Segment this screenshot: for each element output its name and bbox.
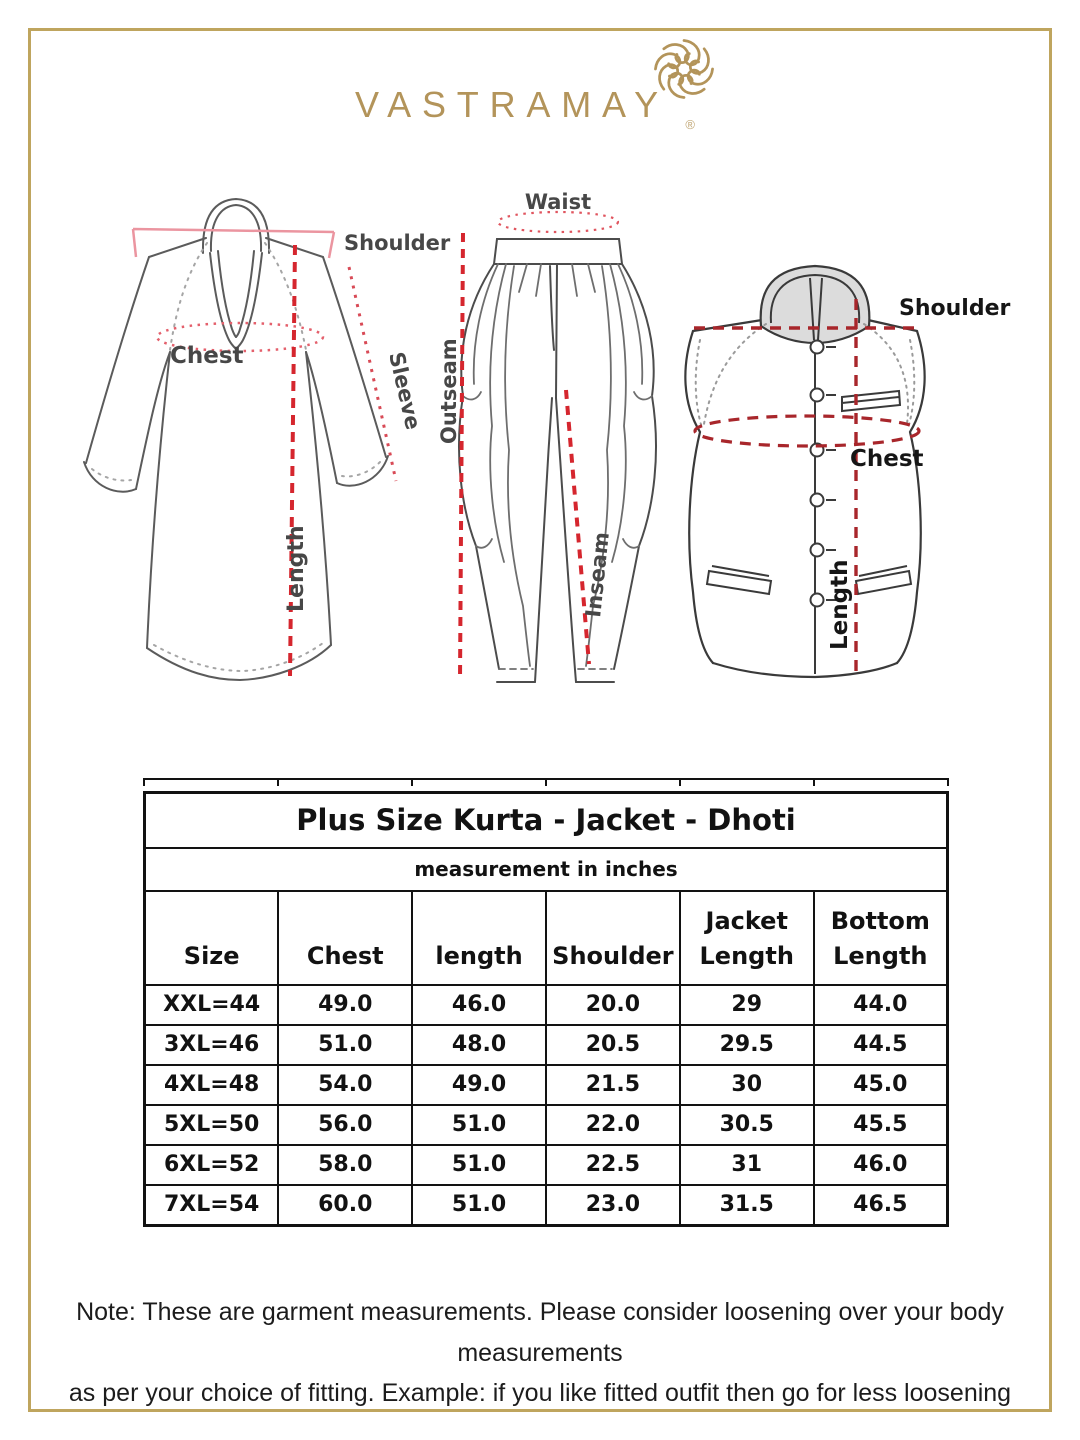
measurement-cell: 56.0 xyxy=(278,1105,412,1145)
table-top-strip xyxy=(143,778,949,786)
measurement-cell: 30.5 xyxy=(680,1105,814,1145)
measurement-cell: 46.5 xyxy=(814,1185,948,1226)
jacket-chest-label: Chest xyxy=(850,446,924,472)
jacket-diagram xyxy=(685,266,1010,677)
measurement-cell: 30 xyxy=(680,1065,814,1105)
measurement-cell: 22.0 xyxy=(546,1105,680,1145)
dhoti-outseam-line xyxy=(460,233,463,680)
measurement-cell: 49.0 xyxy=(412,1065,546,1105)
measurement-cell: 21.5 xyxy=(546,1065,680,1105)
table-subtitle-row xyxy=(145,848,948,891)
table-row xyxy=(145,1105,948,1145)
kurta-shoulder-label: Shoulder xyxy=(344,231,451,255)
measurement-cell: 20.0 xyxy=(546,985,680,1025)
kurta-chest-label: Chest xyxy=(170,343,244,369)
kurta-shoulder-line xyxy=(133,229,334,258)
kurta-seam-dots xyxy=(92,243,380,671)
measurement-cell: 58.0 xyxy=(278,1145,412,1185)
measurement-cell: 46.0 xyxy=(814,1145,948,1185)
dhoti-inseam-line xyxy=(566,390,589,664)
jacket-length-label: Length xyxy=(827,559,853,650)
brand-logo-lockup xyxy=(355,84,695,132)
column-header: Size xyxy=(145,891,279,985)
measurement-cell: 22.5 xyxy=(546,1145,680,1185)
kurta-sleeve-label: Sleeve xyxy=(384,349,426,432)
size-table-section xyxy=(143,778,949,1227)
size-cell: 3XL=46 xyxy=(145,1025,279,1065)
table-row xyxy=(145,1185,948,1226)
dhoti-inseam-label: Inseam xyxy=(581,530,614,619)
jacket-shoulder-label: Shoulder xyxy=(899,296,1011,321)
measurement-cell: 45.0 xyxy=(814,1065,948,1105)
garment-diagrams-svg xyxy=(0,170,1080,750)
note-line-1: Note: These are garment measurements. Please consider loosening over your body measurements xyxy=(76,1298,1004,1367)
measurement-cell: 48.0 xyxy=(412,1025,546,1065)
size-cell: 6XL=52 xyxy=(145,1145,279,1185)
mandala-icon xyxy=(647,32,721,106)
brand-name: VASTRAMAY xyxy=(355,84,669,125)
jacket-collar xyxy=(761,266,870,343)
measurement-cell: 23.0 xyxy=(546,1185,680,1226)
table-row xyxy=(145,1145,948,1185)
measurement-cell: 49.0 xyxy=(278,985,412,1025)
table-header-row xyxy=(145,891,948,985)
measurement-cell: 20.5 xyxy=(546,1025,680,1065)
measurement-cell: 31.5 xyxy=(680,1185,814,1226)
column-header: Bottom Length xyxy=(814,891,948,985)
measurement-cell: 51.0 xyxy=(412,1105,546,1145)
measurement-cell: 44.0 xyxy=(814,985,948,1025)
jacket-front-detail xyxy=(707,340,911,674)
size-cell: 7XL=54 xyxy=(145,1185,279,1226)
dhoti-diagram xyxy=(437,190,656,682)
measurement-cell: 51.0 xyxy=(412,1145,546,1185)
registered-trademark: ® xyxy=(685,117,695,132)
table-row xyxy=(145,985,948,1025)
measurement-cell: 60.0 xyxy=(278,1185,412,1226)
size-cell: 4XL=48 xyxy=(145,1065,279,1105)
size-chart-table xyxy=(143,791,949,1227)
measurement-diagrams xyxy=(0,170,1080,750)
table-row xyxy=(145,1065,948,1105)
size-cell: XXL=44 xyxy=(145,985,279,1025)
kurta-outline xyxy=(84,199,388,680)
dhoti-waist-line xyxy=(498,212,618,232)
measurement-cell: 31 xyxy=(680,1145,814,1185)
measurement-cell: 46.0 xyxy=(412,985,546,1025)
measurement-note xyxy=(50,1292,1030,1414)
column-header: Chest xyxy=(278,891,412,985)
note-line-2: as per your choice of fitting. Example: if you like fitted outfit then go for less loosening xyxy=(68,1379,1012,1407)
table-subtitle: measurement in inches xyxy=(145,848,948,891)
kurta-length-label: Length xyxy=(284,525,309,612)
measurement-cell: 45.5 xyxy=(814,1105,948,1145)
measurement-cell: 29 xyxy=(680,985,814,1025)
measurement-cell: 44.5 xyxy=(814,1025,948,1065)
measurement-cell: 51.0 xyxy=(278,1025,412,1065)
table-title: Plus Size Kurta - Jacket - Dhoti xyxy=(145,793,948,849)
measurement-cell: 51.0 xyxy=(412,1185,546,1226)
size-cell: 5XL=50 xyxy=(145,1105,279,1145)
kurta-diagram xyxy=(84,199,451,680)
column-header: Shoulder xyxy=(546,891,680,985)
jacket-chest-line xyxy=(695,416,919,446)
table-title-row xyxy=(145,793,948,849)
measurement-cell: 54.0 xyxy=(278,1065,412,1105)
column-header: length xyxy=(412,891,546,985)
dhoti-waist-label: Waist xyxy=(524,190,592,214)
measurement-cell: 29.5 xyxy=(680,1025,814,1065)
table-body xyxy=(145,985,948,1226)
dhoti-outseam-label: Outseam xyxy=(437,338,461,444)
column-header: Jacket Length xyxy=(680,891,814,985)
jacket-outline xyxy=(685,320,924,677)
table-row xyxy=(145,1025,948,1065)
brand-logo xyxy=(0,84,1080,132)
